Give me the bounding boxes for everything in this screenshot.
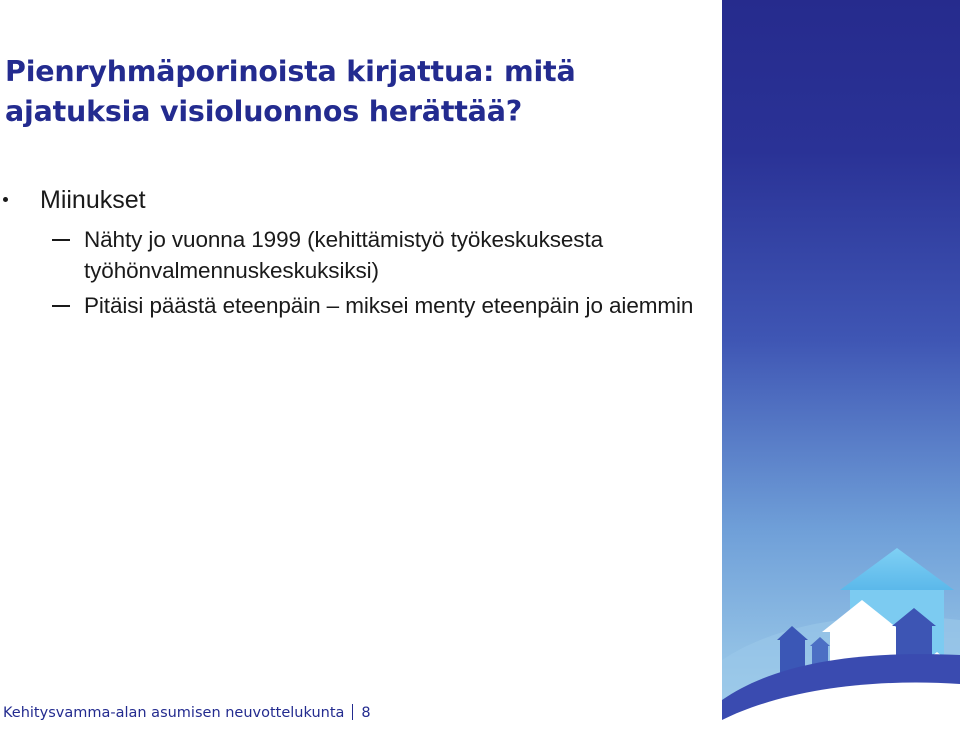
slide-title: Pienryhmäporinoista kirjattua: mitä ajatuksia visioluonnos herättää? xyxy=(5,55,576,128)
sub-bullet-item xyxy=(0,290,710,321)
bullet-item xyxy=(0,184,710,220)
page-number: 8 xyxy=(361,705,371,721)
footer-separator xyxy=(352,704,353,720)
sub-bullet-text: Pitäisi päästä eteenpäin – miksei menty eteenpäin jo aiemmin xyxy=(84,293,694,318)
bullet-label: Miinukset xyxy=(40,186,146,214)
bullet-dot-icon xyxy=(3,197,8,202)
sub-bullet-text: Nähty jo vuonna 1999 (kehittämistyö työkeskuksesta työhönvalmennuskeskuksiksi) xyxy=(84,227,604,283)
sub-bullet-item xyxy=(0,224,710,286)
dash-icon xyxy=(52,305,70,307)
houses-on-hill-illustration xyxy=(722,0,960,756)
slide-footer xyxy=(3,703,371,723)
sub-bullet-list xyxy=(0,224,710,321)
footer-organization: Kehitysvamma-alan asumisen neuvottelukunta xyxy=(3,705,345,721)
dash-icon xyxy=(52,239,70,241)
slide-content xyxy=(0,184,710,325)
